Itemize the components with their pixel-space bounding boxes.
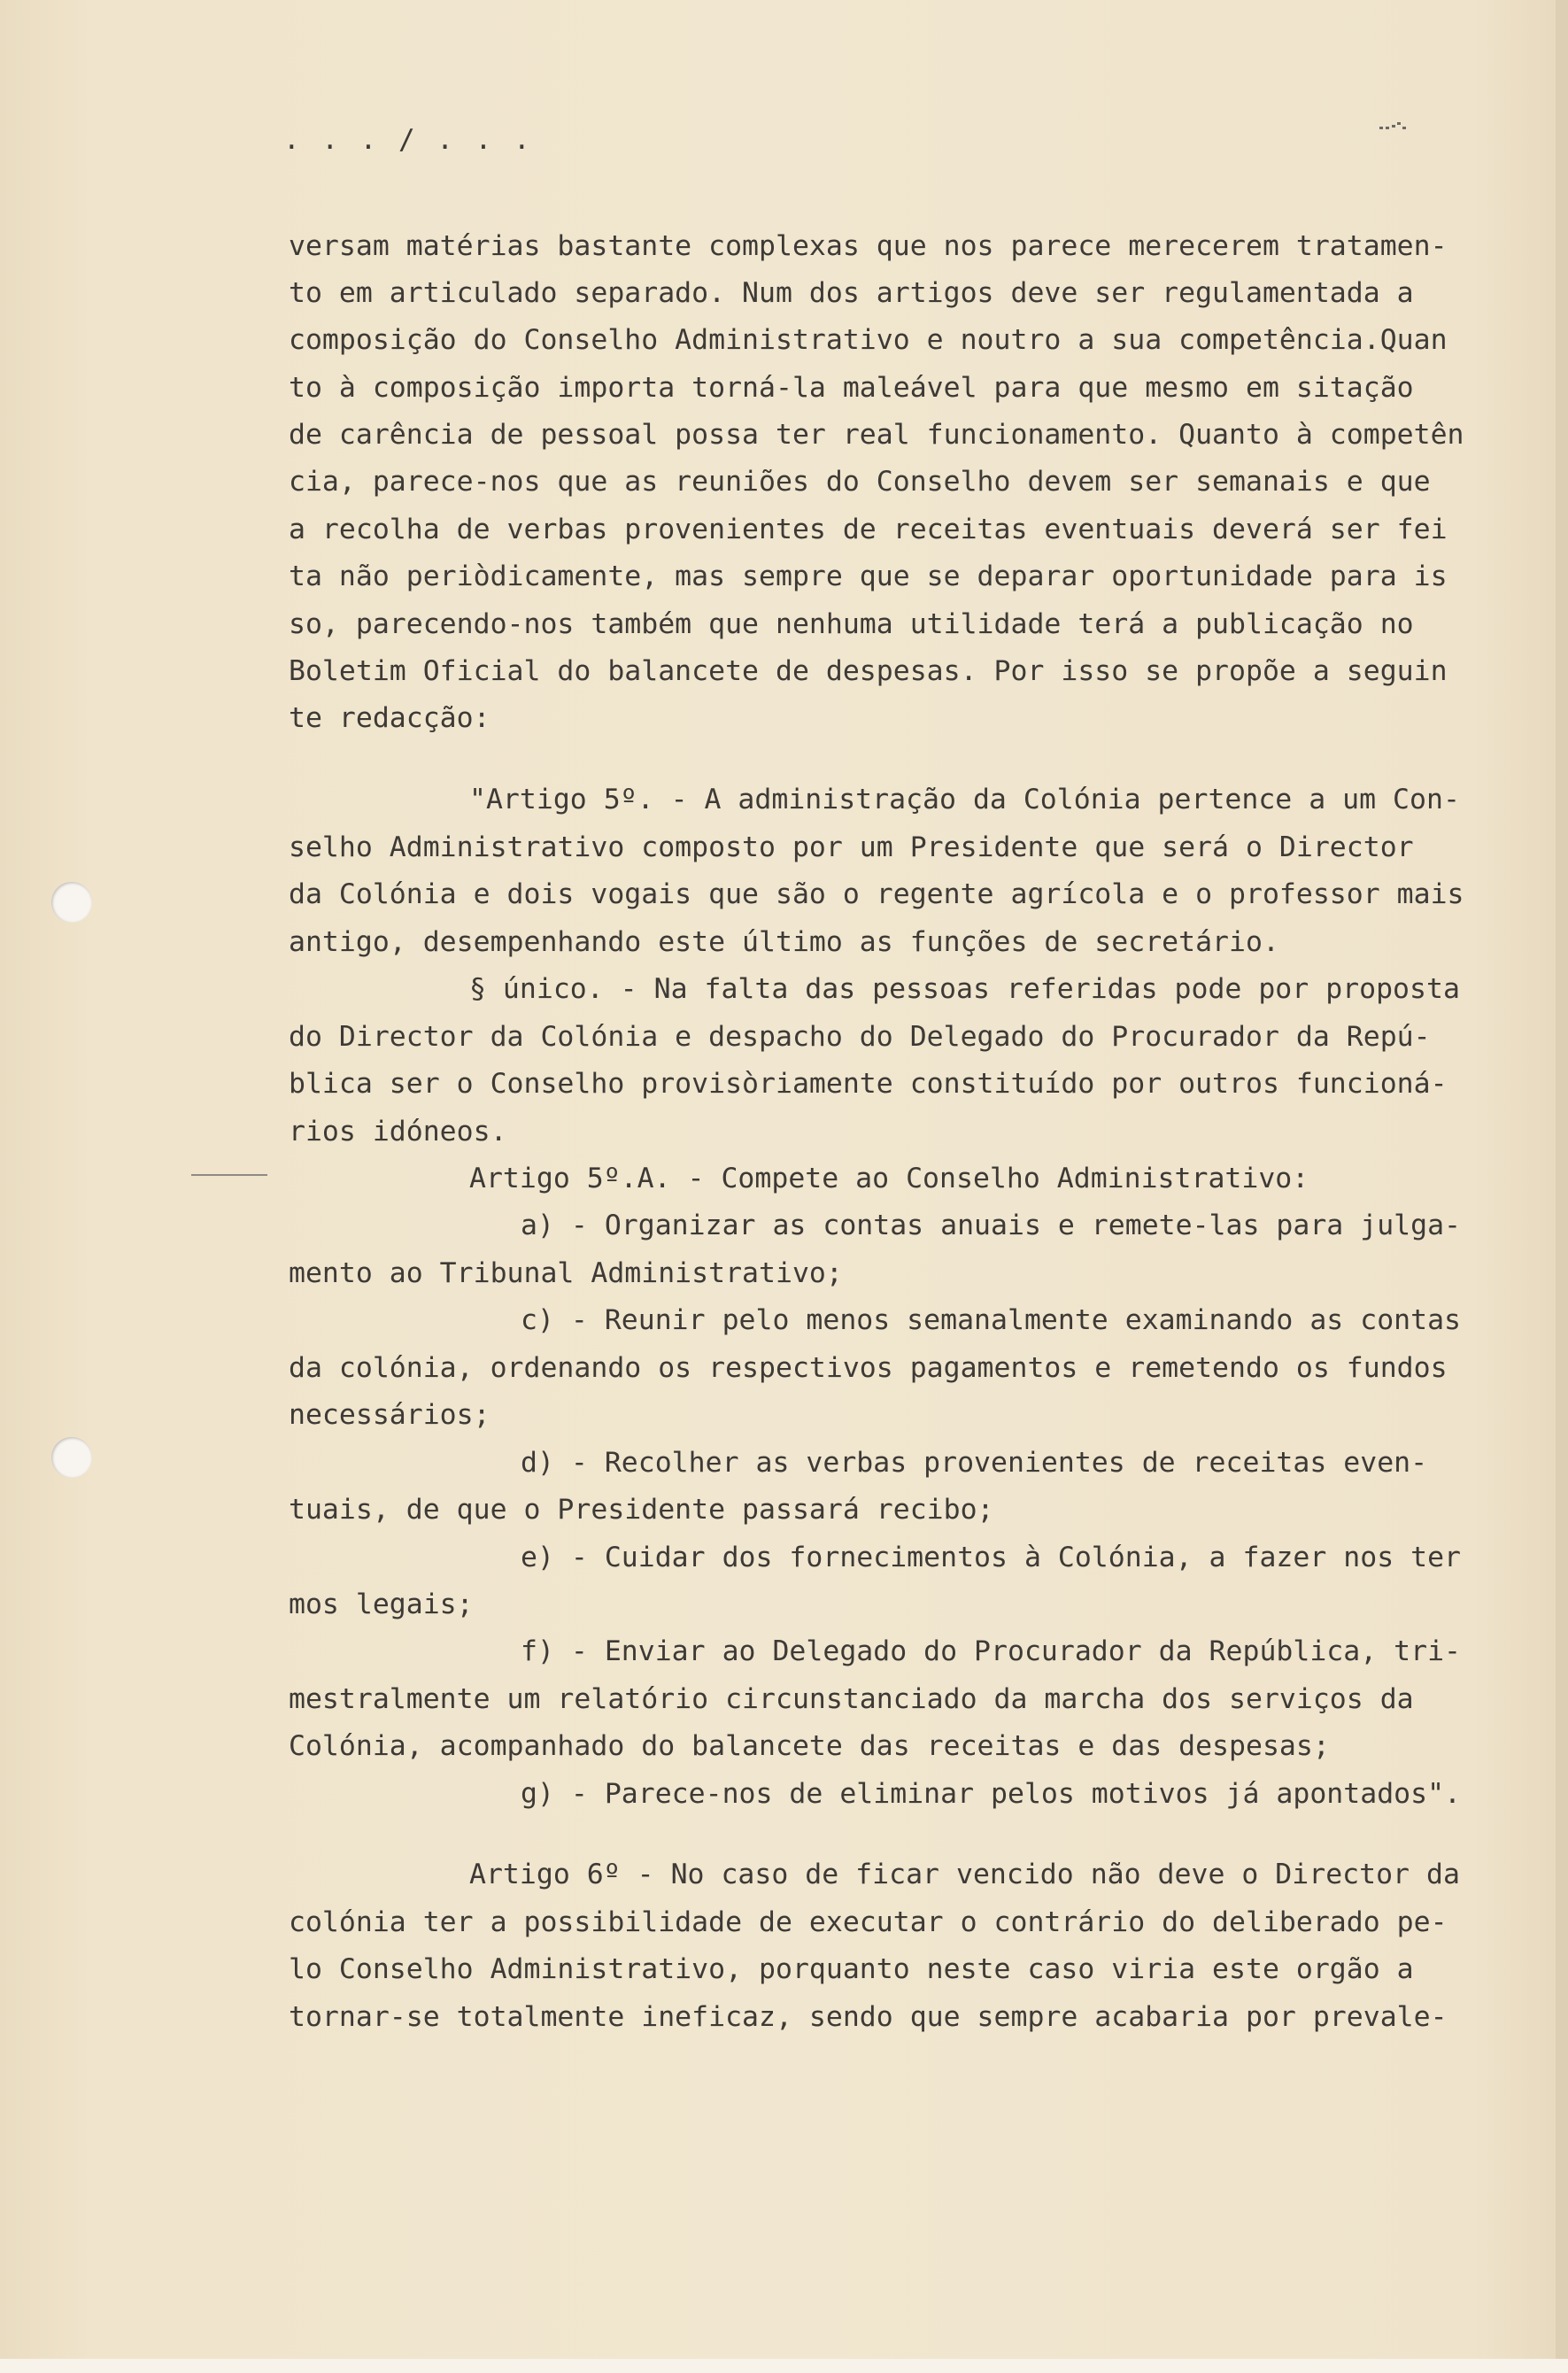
article-5a-heading: Artigo 5º.A. - Compete ao Conselho Administrativo: (469, 1163, 1309, 1194)
body-line: a recolha de verbas provenientes de receitas eventuais deverá ser fei (289, 514, 1448, 545)
continuation-mark: . . . / . . . (283, 124, 533, 156)
body-line: ta não periòdicamente, mas sempre que se deparar oportunidade para is (289, 560, 1448, 592)
body-line: lo Conselho Administrativo, porquanto neste caso viria este orgão a (289, 1953, 1414, 1985)
body-line: da Colónia e dois vogais que são o regente agrícola e o professor mais (289, 878, 1464, 910)
body-line: mos legais; (289, 1588, 474, 1620)
article-5-heading: "Artigo 5º. - A administração da Colónia pertence a um Con- (469, 784, 1460, 815)
margin-dash-mark (191, 1174, 267, 1176)
body-line: do Director da Colónia e despacho do Delegado do Procurador da Repú- (289, 1021, 1431, 1053)
body-line: colónia ter a possibilidade de executar o contrário do deliberado pe- (289, 1906, 1448, 1938)
article-6-heading: Artigo 6º - No caso de ficar vencido não deve o Director da (469, 1859, 1460, 1890)
body-line: te redacção: (289, 702, 490, 734)
body-line: mento ao Tribunal Administrativo; (289, 1257, 843, 1289)
body-line: blica ser o Conselho provisòriamente constituído por outros funcioná- (289, 1068, 1448, 1100)
list-item-f: f) - Enviar ao Delegado do Procurador da República, tri- (521, 1635, 1462, 1667)
body-line: de carência de pessoal possa ter real funcionamento. Quanto à competên (289, 419, 1464, 451)
body-line: versam matérias bastante complexas que nos parece merecerem tratamen- (289, 230, 1448, 262)
body-line: rios idóneos. (289, 1116, 507, 1148)
list-item-g: g) - Parece-nos de eliminar pelos motivos já apontados". (521, 1778, 1462, 1810)
body-line: to à composição importa torná-la maleável para que mesmo em sitação (289, 372, 1414, 404)
body-line: selho Administrativo composto por um Presidente que será o Director (289, 831, 1414, 863)
body-line: mestralmente um relatório circunstanciado da marcha dos serviços da (289, 1683, 1414, 1715)
punch-hole-lower (51, 1437, 92, 1478)
body-line: so, parecendo-nos também que nenhuma utilidade terá a publicação no (289, 608, 1414, 640)
sole-paragraph-heading: § único. - Na falta das pessoas referidas pode por proposta (469, 973, 1460, 1005)
punch-hole-upper (51, 882, 92, 923)
page-bottom-edge (0, 2359, 1568, 2373)
list-item-c: c) - Reunir pelo menos semanalmente examinando as contas (521, 1304, 1462, 1336)
body-line: tuais, de que o Presidente passará recibo; (289, 1494, 994, 1526)
body-line: antigo, desempenhando este último as funções de secretário. (289, 926, 1279, 958)
body-line: Boletim Oficial do balancete de despesas. Por isso se propõe a seguin (289, 655, 1448, 687)
body-line: cia, parece-nos que as reuniões do Conselho devem ser semanais e que (289, 466, 1431, 498)
list-item-d: d) - Recolher as verbas provenientes de receitas even- (521, 1447, 1428, 1479)
body-line: tornar-se totalmente ineficaz, sendo que sempre acabaria por prevale- (289, 2001, 1448, 2033)
body-line: to em articulado separado. Num dos artigos deve ser regulamentada a (289, 277, 1414, 309)
body-line: composição do Conselho Administrativo e noutro a sua competência.Quan (289, 324, 1448, 356)
list-item-e: e) - Cuidar dos fornecimentos à Colónia, a fazer nos ter (521, 1542, 1462, 1573)
body-line: necessários; (289, 1399, 490, 1431)
list-item-a: a) - Organizar as contas anuais e remete-las para julga- (521, 1210, 1462, 1241)
corner-ink-mark (1379, 122, 1406, 129)
body-line: Colónia, acompanhado do balancete das receitas e das despesas; (289, 1730, 1330, 1762)
body-line: da colónia, ordenando os respectivos pagamentos e remetendo os fundos (289, 1352, 1448, 1384)
page-edge-shadow (1556, 0, 1568, 2373)
